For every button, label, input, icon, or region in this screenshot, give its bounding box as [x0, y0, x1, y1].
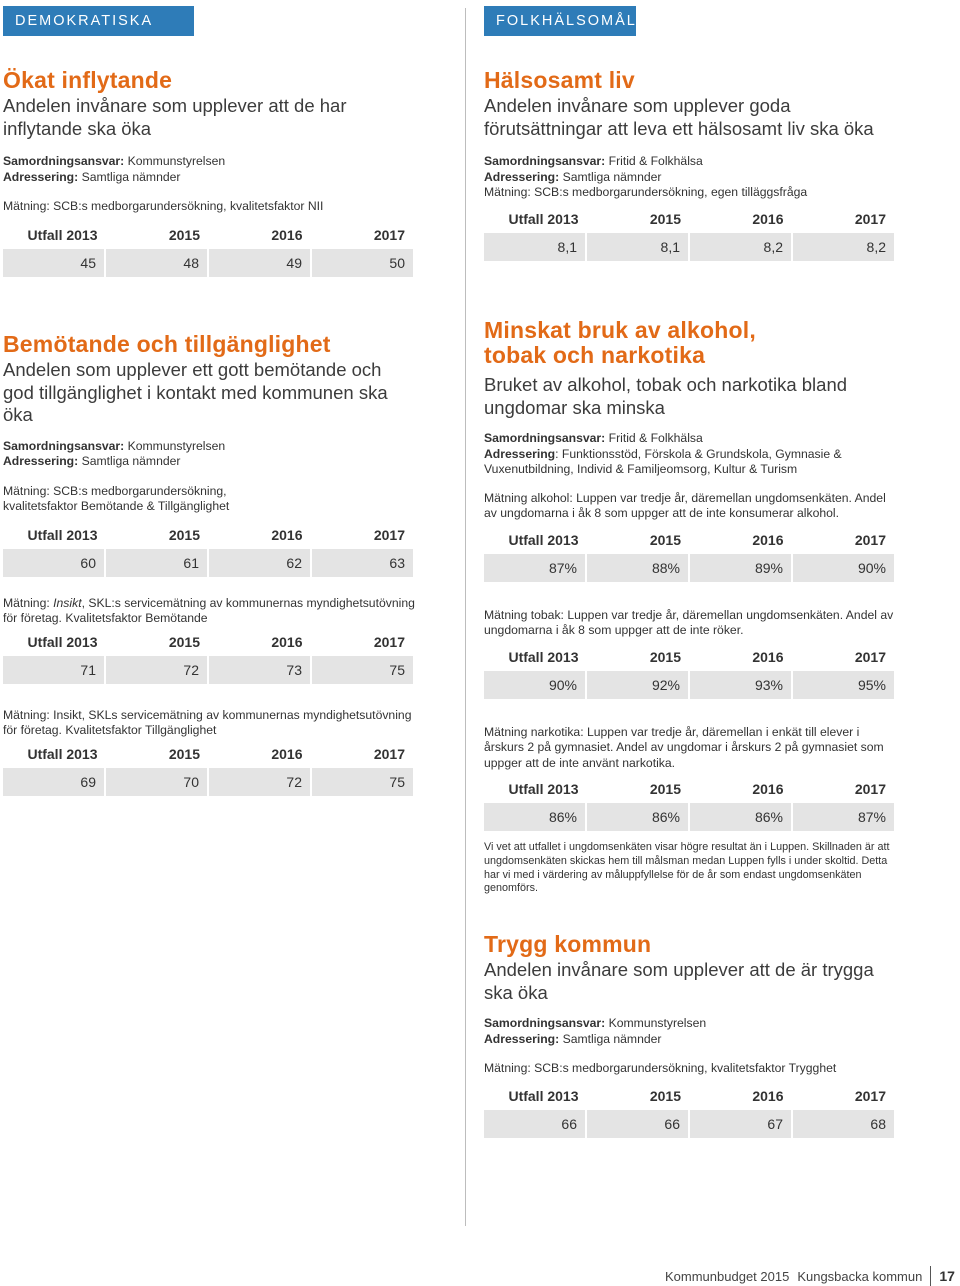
trygg-samordning [484, 1016, 896, 1032]
trygg-subtitle: Andelen invånare som upplever att de är trygga ska öka [484, 959, 874, 1003]
table-cell: 75 [312, 656, 413, 684]
halsosamt-matning: Mätning: SCB:s medborgarundersökning, egen tilläggsfråga [484, 185, 808, 199]
value: Samtliga nämnder [81, 454, 181, 468]
label: Samordningsansvar: [484, 431, 606, 445]
text: Mätning: [3, 595, 54, 610]
year-col: Utfall 2013 [508, 1087, 579, 1104]
table-cell: 75 [312, 768, 413, 796]
bemotande-table1 [3, 521, 413, 577]
year-col: 2017 [854, 210, 886, 227]
year-col: 2015 [168, 226, 200, 243]
table-cell: 66 [587, 1110, 688, 1138]
year-col: 2015 [649, 781, 681, 797]
table-cell: 66 [484, 1110, 585, 1138]
table-cell: 61 [106, 549, 207, 577]
bemotande-matning3: Mätning: Insikt, SKLs servicemätning av kommunernas myndighetsutövning för företag. Kvalitetsfaktor Tillgänglighet [3, 707, 412, 737]
table-cell: 62 [209, 549, 310, 577]
value: Fritid & Folkhälsa [608, 154, 703, 168]
header-right-label: FOLKHÄLSOMÅL [496, 13, 637, 29]
table-cell: 87% [793, 803, 894, 831]
inflytande-title: Ökat inflytande [3, 67, 173, 93]
bemotande-matning2 [3, 596, 415, 627]
table-cell: 86% [690, 803, 791, 831]
year-col: 2016 [271, 226, 303, 243]
table-header [484, 205, 894, 233]
halsosamt-table [484, 205, 894, 261]
table-cell: 86% [484, 803, 585, 831]
table-header [3, 740, 413, 768]
table-cell: 88% [587, 554, 688, 582]
table-header [484, 775, 894, 803]
year-col: 2017 [373, 226, 405, 243]
year-col: 2017 [373, 745, 405, 762]
table-row [484, 1110, 894, 1138]
bemotande-samordning [3, 439, 415, 455]
year-col: 2015 [649, 1087, 681, 1104]
table-header [484, 643, 894, 671]
alkohol-matning-tob: Mätning tobak: Luppen var tredje år, däremellan ungdomsenkäten. Andel av ungdomarna i åk 8 som uppger att de inte röker. [484, 607, 894, 637]
year-col: Utfall 2013 [508, 531, 579, 548]
year-col: Utfall 2013 [27, 633, 98, 650]
table-header [484, 526, 894, 554]
trygg-title: Trygg kommun [484, 931, 652, 957]
page-number: 17 [939, 1268, 955, 1284]
table-cell: 73 [209, 656, 310, 684]
bemotande-matning1a: Mätning: SCB:s medborgarundersökning, [3, 483, 227, 498]
year-col: 2016 [271, 745, 303, 762]
year-col: 2015 [649, 210, 681, 227]
alkohol-samordning [484, 431, 896, 447]
halsosamt-samordning [484, 154, 896, 170]
inflytande-matning: Mätning: SCB:s medborgarundersökning, kvalitetsfaktor NII [3, 199, 324, 213]
label: Samordningsansvar: [484, 154, 606, 168]
label: Samordningsansvar: [484, 1016, 606, 1030]
year-col: Utfall 2013 [508, 210, 579, 227]
table-row [3, 768, 413, 796]
year-col: 2017 [373, 526, 405, 543]
bemotande-subtitle: Andelen som upplever ett gott bemötande och god tillgänglighet i kontakt med kommunen ska öka [3, 359, 388, 425]
table-cell: 87% [484, 554, 585, 582]
bemotande-title: Bemötande och tillgänglighet [3, 331, 331, 357]
alkohol-subtitle: Bruket av alkohol, tobak och narkotika bland ungdomar ska minska [484, 374, 848, 418]
table-header [3, 221, 413, 249]
section-bemotande [3, 332, 415, 796]
year-col: 2015 [168, 745, 200, 762]
table-cell: 48 [106, 249, 207, 277]
year-col: 2015 [168, 633, 200, 650]
table-cell: 93% [690, 671, 791, 699]
year-col: Utfall 2013 [508, 648, 579, 665]
halsosamt-title: Hälsosamt liv [484, 67, 635, 93]
header-left-label: DEMOKRATISKA MÅL [15, 13, 153, 59]
table-cell: 90% [793, 554, 894, 582]
bemotande-matning1b: kvalitetsfaktor Bemötande & Tillgänglighet [3, 499, 230, 513]
table-cell: 69 [3, 768, 104, 796]
table-cell: 68 [793, 1110, 894, 1138]
narkotika-table [484, 775, 894, 831]
trygg-table [484, 1082, 894, 1138]
table-row [484, 233, 894, 261]
table-row [3, 249, 413, 277]
table-header [3, 628, 413, 656]
table-cell: 92% [587, 671, 688, 699]
alkohol-adressering [484, 447, 896, 478]
bemotande-adressering [3, 454, 415, 470]
year-col: 2016 [752, 210, 784, 227]
table-row [484, 803, 894, 831]
year-col: 2016 [271, 526, 303, 543]
footer-separator [930, 1266, 931, 1286]
alkohol-matning-nar: Mätning narkotika: Luppen var tredje år, däremellan i enkät till elever i årskurs 2 på gymnasiet. Andel av ungdomar i årskurs 2 på gymnasiet som uppger att de inte använt narkotika. [484, 724, 884, 770]
table-cell: 45 [3, 249, 104, 277]
year-col: 2017 [854, 531, 886, 548]
value: Samtliga nämnder [81, 169, 181, 184]
table-cell: 49 [209, 249, 310, 277]
label: Adressering: [484, 1031, 560, 1046]
value: : Funktionsstöd, Förskola & Grundskola, Gymnasie & Vuxenutbildning, Individ & Familjeomsorg, Kultur & Turism [484, 446, 842, 476]
header-folkhalsomal [484, 6, 636, 36]
year-col: 2017 [854, 648, 886, 665]
label: Adressering: [3, 169, 79, 184]
inflytande-samordning [3, 154, 415, 170]
column-divider [465, 8, 466, 1226]
alkohol-title-1: Minskat bruk av alkohol, [484, 317, 756, 343]
table-cell: 70 [106, 768, 207, 796]
value: Kommunstyrelsen [127, 154, 226, 168]
section-alkohol [484, 318, 896, 896]
table-cell: 63 [312, 549, 413, 577]
label: Adressering: [3, 454, 79, 468]
trygg-matning: Mätning: SCB:s medborgarundersökning, kvalitetsfaktor Trygghet [484, 1061, 837, 1075]
footer-doc: Kommunbudget 2015 [665, 1268, 790, 1284]
year-col: 2016 [752, 531, 784, 548]
section-trygg [484, 932, 896, 1138]
table-cell: 72 [106, 656, 207, 684]
tobak-table [484, 643, 894, 699]
inflytande-adressering [3, 170, 415, 186]
alkohol-note: Vi vet att utfallet i ungdomsenkäten visar högre resultat än i Luppen. Skillnaden är att ungdomsenkäten skickas hem till målsman medan Luppen fylls i under skoltid. Detta har vi med i värdering av måluppfyllelse för de år som endast ungdomsenkäten genomförs. [484, 841, 890, 895]
year-col: 2015 [168, 526, 200, 543]
page-footer [665, 1266, 955, 1286]
table-cell: 8,2 [793, 233, 894, 261]
inflytande-subtitle: Andelen invånare som upplever att de har inflytande ska öka [3, 95, 347, 139]
year-col: Utfall 2013 [27, 526, 98, 543]
footer-org: Kungsbacka kommun [797, 1268, 923, 1284]
year-col: 2016 [752, 648, 784, 665]
table-cell: 86% [587, 803, 688, 831]
table-header [484, 1082, 894, 1110]
value: Samtliga nämnder [562, 1031, 662, 1046]
table-cell: 95% [793, 671, 894, 699]
table-cell: 67 [690, 1110, 791, 1138]
alkohol-title-2: tobak och narkotika [484, 342, 706, 368]
table-row [3, 656, 413, 684]
halsosamt-adressering [484, 170, 896, 186]
bemotande-table2 [3, 628, 413, 684]
alkohol-table [484, 526, 894, 582]
text: , SKL:s servicemätning av kommunernas myndighetsutövning för företag. Kvalitetsfaktor Bemötande [3, 595, 415, 625]
section-inflytande [3, 68, 415, 277]
value: Samtliga nämnder [562, 169, 662, 184]
table-cell: 8,2 [690, 233, 791, 261]
year-col: 2016 [271, 633, 303, 650]
table-cell: 90% [484, 671, 585, 699]
halsosamt-subtitle: Andelen invånare som upplever goda förutsättningar att leva ett hälsosamt liv ska öka [484, 95, 874, 139]
bemotande-table3 [3, 740, 413, 796]
year-col: Utfall 2013 [27, 226, 98, 243]
alkohol-matning-alk: Mätning alkohol: Luppen var tredje år, däremellan ungdomsenkäten. Andel av ungdomarna i åk 8 som uppger att de inte konsumerar alkohol. [484, 490, 886, 520]
trygg-adressering [484, 1032, 896, 1048]
value: Fritid & Folkhälsa [608, 431, 703, 445]
table-cell: 72 [209, 768, 310, 796]
year-col: 2016 [752, 781, 784, 797]
label: Samordningsansvar: [3, 154, 125, 168]
year-col: 2016 [752, 1087, 784, 1104]
table-cell: 71 [3, 656, 104, 684]
year-col: 2015 [649, 531, 681, 548]
text-italic: Insikt [53, 595, 82, 610]
year-col: 2017 [373, 633, 405, 650]
header-demokratiska-mal [3, 6, 194, 59]
year-col: 2015 [649, 648, 681, 665]
table-row [3, 549, 413, 577]
table-cell: 89% [690, 554, 791, 582]
label: Adressering: [484, 169, 560, 184]
year-col: 2017 [854, 1087, 886, 1104]
value: Kommunstyrelsen [127, 438, 226, 453]
table-header [3, 521, 413, 549]
label: Samordningsansvar: [3, 438, 125, 453]
table-row [484, 554, 894, 582]
year-col: Utfall 2013 [508, 781, 579, 797]
table-cell: 8,1 [484, 233, 585, 261]
label: Adressering [484, 446, 556, 461]
table-cell: 50 [312, 249, 413, 277]
value: Kommunstyrelsen [608, 1016, 707, 1030]
section-halsosamt [484, 68, 896, 261]
year-col: 2017 [854, 781, 886, 797]
table-row [484, 671, 894, 699]
inflytande-table [3, 221, 413, 277]
year-col: Utfall 2013 [27, 745, 98, 762]
table-cell: 60 [3, 549, 104, 577]
table-cell: 8,1 [587, 233, 688, 261]
